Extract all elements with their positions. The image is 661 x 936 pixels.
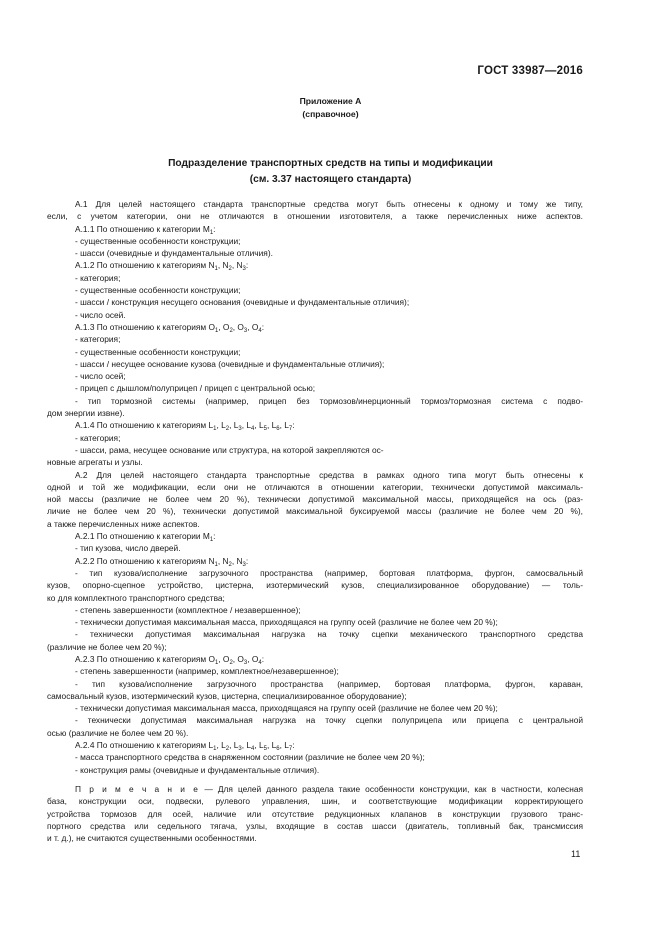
list-item-continuation: осью (различие не более чем 20 %). — [47, 727, 189, 738]
note-spacer — [75, 776, 583, 783]
standard-code: ГОСТ 33987—2016 — [477, 65, 583, 77]
subclause-a11: А.1.1 По отношению к категории $М_1$: — [75, 223, 216, 236]
list-item-continuation: новные агрегаты и узлы. — [47, 457, 143, 468]
subclause-a22: А.2.2 По отношению к категориям $N_1$, $N_2$, $N_3$: — [75, 555, 249, 568]
list-item: - степень завершенности (комплектное / незавершенное); — [75, 604, 301, 615]
note-label: П р и м е ч а н и е — [75, 783, 200, 794]
note: П р и м е ч а н и е — Для целей данного раздела такие особенности конструкции, как в частности, колесная — [75, 783, 583, 794]
subclause-a14: А.1.4 По отношению к категориям $L_1$, $L_2$, $L_3$, $L_4$, $L_5$, $L_6$, $L_7$: — [75, 420, 295, 433]
list-item: - масса транспортного средства в снаряженном состоянии (различие не более чем 20 %); — [75, 752, 425, 763]
text-line: ной массы (различие не более чем 20 %), технически допустимой максимальной массы, приходящейся на ось (раз- — [47, 494, 583, 505]
list-item: - степень завершенности (например, комплектное/незавершенное); — [75, 666, 339, 677]
subclause-a21: А.2.1 По отношению к категории $М_1$: — [75, 531, 216, 544]
text-line: а также перечисленных ниже аспектов. — [47, 518, 200, 529]
note-line: база, конструкции оси, подвески, рулевого управления, шин, и соответствующие модификации корректирующего — [47, 796, 583, 807]
body-text — [47, 198, 583, 844]
section-title-reference: (см. 3.37 настоящего стандарта) — [249, 174, 412, 185]
annex-type: (справочное) — [302, 109, 359, 119]
list-item: - категория; — [75, 334, 121, 345]
list-item: - тип кузова/исполнение загрузочного пространства (например, бортовая платформа, фургон, самосвальный — [75, 567, 583, 578]
list-item: - существенные особенности конструкции; — [75, 346, 241, 357]
list-item: - технически допустимая максимальная масса, приходящаяся на группу осей (различие не более чем 20 %); — [75, 703, 498, 714]
clause-a2: А.2 Для целей настоящего стандарта транспортные средства в рамках одного типа могут быть отнесены к — [75, 469, 583, 480]
list-item-continuation: дом энергии извне). — [47, 408, 125, 419]
list-item: - технически допустимая максимальная масса, приходящаяся на группу осей (различие не более чем 20 %); — [75, 617, 498, 628]
list-item: - тип кузова/исполнение загрузочного пространства (например, бортовая платформа, фургон, караван, — [75, 678, 583, 689]
subclause-a24: А.2.4 По отношению к категориям $L_1$, $L_2$, $L_3$, $L_4$, $L_5$, $L_6$, $L_7$: — [75, 740, 295, 753]
subclause-a23: А.2.3 По отношению к категориям $О_1$, $О_2$, $О_3$, $О_4$: — [75, 653, 265, 666]
subclause-a12: А.1.2 По отношению к категориям $N_1$, $N_2$, $N_3$: — [75, 260, 249, 273]
list-item: - шасси / конструкция несущего основания (очевидные и фундаментальные отличия); — [75, 297, 410, 308]
list-item: - прицеп с дышлом/полуприцеп / прицеп с центральной осью; — [75, 383, 316, 394]
list-item: - число осей; — [75, 371, 126, 382]
list-item-continuation: ко для комплектного транспортного средства; — [47, 592, 225, 603]
text-line: А.1 Для целей настоящего стандарта транспортные средства могут быть отнесены к одному и тому же типу, — [75, 199, 583, 209]
list-item-continuation: кузов, опорно-сцепное устройство, цистерна, изотермический кузов, специализированное оборудование) — толь- — [47, 580, 583, 591]
text-line: одной и той же модификации, если они не отличаются в отношении категории, технически допустимой максималь- — [47, 481, 583, 492]
list-item: - конструкция рамы (очевидные и фундаментальные отличия). — [75, 764, 320, 775]
list-item-continuation: самосвальный кузов, изотермический кузов, цистерна, специализированное оборудование); — [47, 690, 407, 701]
list-item: - тип тормозной системы (например, прицеп без тормозов/инерционный тормоз/тормозная система с подво- — [75, 395, 583, 406]
annex-label: Приложение А — [299, 96, 362, 106]
list-item: - тип кузова, число дверей. — [75, 543, 181, 554]
list-item: - технически допустимая максимальная нагрузка на точку сцепки механического транспортного средства — [75, 629, 583, 640]
list-item: - шасси (очевидные и фундаментальные отличия). — [75, 248, 273, 259]
note-line: устройства тормозов для осей, наличие или отсутствие редукционных клапанов в конструкции грузового транс- — [47, 808, 583, 819]
list-item: - шасси, рама, несущее основание или структура, на которой закрепляются ос- — [75, 444, 384, 455]
list-item: - существенные особенности конструкции; — [75, 285, 241, 296]
text-line: личие не более чем 20 %), технически допустимой максимальной буксируемой массы (различие не более чем 20 %), — [47, 506, 583, 517]
text-line: если, с учетом категории, они не отличаются в отношении изготовителя, а также перечисленных ниже аспектов. — [47, 211, 583, 222]
note-line: портного средства или седельного тягача, узлы, входящие в состав шасси (двигатель, топливный бак, трансмиссия — [47, 820, 583, 831]
note-line: и т. д.), не считаются существенными особенностями. — [47, 833, 257, 844]
list-item: - технически допустимая максимальная нагрузка на точку сцепки полуприцепа или прицепа с центральной — [75, 715, 583, 726]
list-item: - категория; — [75, 272, 121, 283]
subclause-a13: А.1.3 По отношению к категориям $О_1$, $О_2$, $О_3$, $О_4$: — [75, 321, 265, 334]
list-item-continuation: (различие не более чем 20 %); — [47, 641, 167, 652]
list-item: - существенные особенности конструкции; — [75, 235, 241, 246]
page-number: 11 — [571, 849, 581, 859]
list-item: - шасси / несущее основание кузова (очевидные и фундаментальные отличия); — [75, 358, 385, 369]
list-item: - число осей. — [75, 309, 126, 320]
list-item: - категория; — [75, 432, 121, 443]
section-title: Подразделение транспортных средств на типы и модификации — [168, 158, 493, 169]
